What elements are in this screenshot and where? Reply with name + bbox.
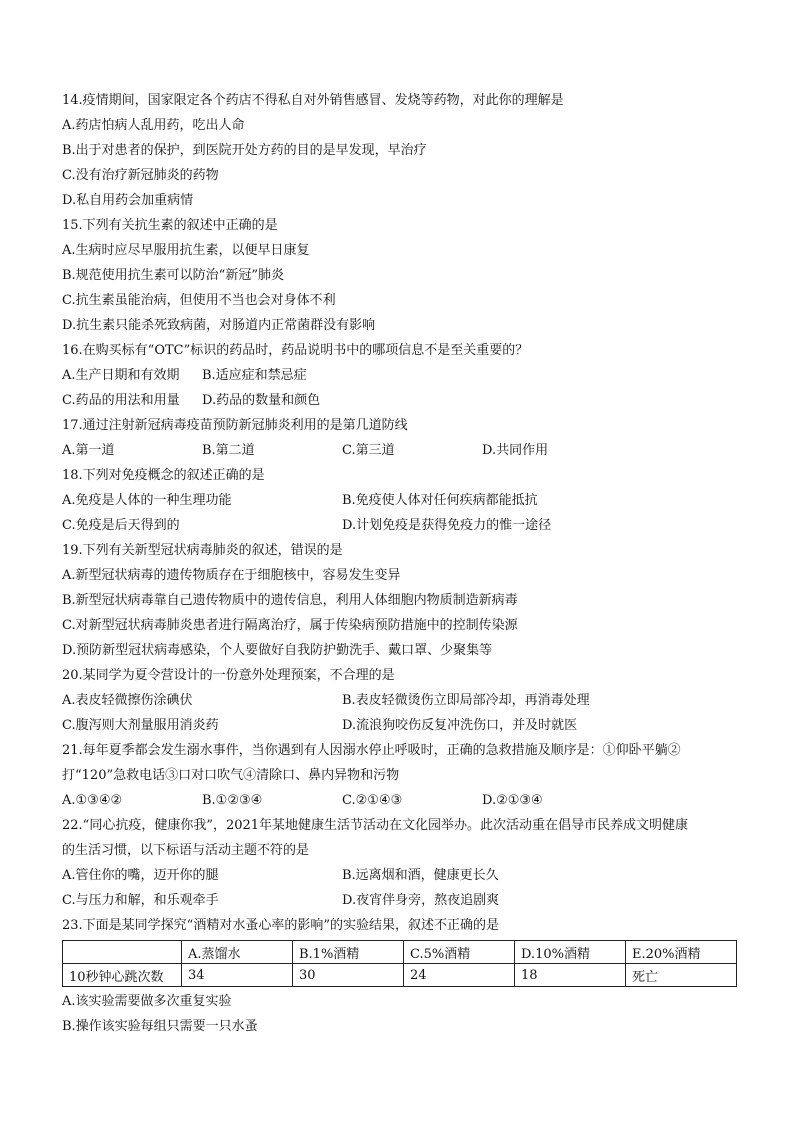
question-15-option-d: D.抗生素只能杀死致病菌，对肠道内正常菌群没有影响: [62, 318, 376, 333]
table-cell: 30: [293, 964, 404, 987]
question-16-stem: 16.在购买标有“OTC”标识的药品时，药品说明书中的哪项信息不是至关重要的？: [62, 343, 529, 358]
experiment-results-table: [62, 940, 737, 987]
question-21-option-c: C.②①④③: [342, 793, 403, 808]
question-22-stem-line2: 的生活习惯，以下标语与活动主题不符的是: [62, 843, 310, 858]
question-21-option-d: D.②①③④: [482, 793, 543, 808]
question-16-options-cd: [62, 388, 738, 413]
question-14-option-c: C.没有治疗新冠肺炎的药物: [62, 168, 219, 183]
question-20-option-d: D.流浪狗咬伤反复冲洗伤口，并及时就医: [342, 718, 578, 733]
question-22-option-b: B.远离烟和酒，健康更长久: [342, 868, 499, 883]
question-19-option-a: A.新型冠状病毒的遗传物质存在于细胞核中，容易发生变异: [62, 568, 401, 583]
question-15-option-b: B.规范使用抗生素可以防治“新冠”肺炎: [62, 268, 284, 283]
question-18-option-a: A.免疫是人体的一种生理功能: [62, 493, 232, 508]
question-16-option-a: A.生产日期和有效期: [62, 368, 180, 383]
table-row: [63, 964, 737, 987]
question-21-option-a: A.①③④②: [62, 793, 123, 808]
question-19-option-b: B.新型冠状病毒靠自己遗传物质中的遗传信息，利用人体细胞内物质制造新病毒: [62, 593, 518, 608]
question-22-options-ab: [62, 863, 738, 888]
table-header-cell: A.蒸馏水: [182, 941, 293, 964]
question-14-option-d: D.私自用药会加重病情: [62, 193, 194, 208]
question-20-option-c: C.腹泻则大剂量服用消炎药: [62, 718, 219, 733]
table-header-cell: [63, 941, 182, 964]
question-18-stem: 18.下列对免疫概念的叙述正确的是: [62, 468, 265, 483]
exam-page: [62, 88, 738, 1039]
question-14-option-a: A.药店怕病人乱用药，吃出人命: [62, 118, 245, 133]
question-14-option-b: B.出于对患者的保护，到医院开处方药的目的是早发现，早治疗: [62, 143, 427, 158]
question-19-option-d: D.预防新型冠状病毒感染，个人要做好自我防护勤洗手、戴口罩、少聚集等: [62, 643, 493, 658]
question-18-options-cd: [62, 513, 738, 538]
question-15-option-a: A.生病时应尽早服用抗生素，以便早日康复: [62, 243, 310, 258]
question-23-stem: 23.下面是某同学探究“酒精对水蚤心率的影响”的实验结果，叙述不正确的是: [62, 918, 499, 933]
table-header-cell: B.1%酒精: [293, 941, 404, 964]
question-22-option-c: C.与压力和解，和乐观牵手: [62, 893, 219, 908]
table-header-row: [63, 941, 737, 964]
question-17-option-c: C.第三道: [342, 443, 395, 458]
question-17-stem: 17.通过注射新冠病毒疫苗预防新冠肺炎利用的是第几道防线: [62, 418, 408, 433]
question-22-option-d: D.夜宵伴身旁，熬夜追剧爽: [342, 893, 500, 908]
question-18-options-ab: [62, 488, 738, 513]
table-row-label: 10秒钟心跳次数: [63, 964, 182, 987]
table-header-cell: C.5%酒精: [404, 941, 515, 964]
question-21-option-b: B.①②③④: [202, 793, 263, 808]
question-22-options-cd: [62, 888, 738, 913]
question-23-option-a: A.该实验需要做多次重复实验: [62, 994, 232, 1009]
question-17-option-a: A.第一道: [62, 443, 115, 458]
question-23-option-b: B.操作该实验每组只需要一只水蚤: [62, 1019, 258, 1034]
table-header-cell: E.20%酒精: [626, 941, 737, 964]
question-17-option-d: D.共同作用: [482, 443, 549, 458]
table-cell: 死亡: [626, 964, 737, 987]
question-17-options: [62, 438, 738, 463]
question-16-option-c: C.药品的用法和用量: [62, 393, 180, 408]
question-14-stem: 14.疫情期间，国家限定各个药店不得私自对外销售感冒、发烧等药物，对此你的理解是: [62, 93, 564, 108]
question-15-stem: 15.下列有关抗生素的叙述中正确的是: [62, 218, 278, 233]
question-22-option-a: A.管住你的嘴，迈开你的腿: [62, 868, 219, 883]
question-21-options: [62, 788, 738, 813]
question-22-stem-line1: 22.“同心抗疫，健康你我”，2021年某地健康生活节活动在文化园举办。此次活动重在倡导市民养成文明健康: [62, 818, 689, 833]
question-20-stem: 20.某同学为夏令营设计的一份意外处理预案，不合理的是: [62, 668, 395, 683]
question-18-option-c: C.免疫是后天得到的: [62, 518, 180, 533]
question-18-option-b: B.免疫使人体对任何疾病都能抵抗: [342, 493, 538, 508]
question-16-option-d: D.药品的数量和颜色: [202, 393, 321, 408]
question-18-option-d: D.计划免疫是获得免疫力的惟一途径: [342, 518, 552, 533]
question-20-options-ab: [62, 688, 738, 713]
table-header-cell: D.10%酒精: [515, 941, 626, 964]
question-17-option-b: B.第二道: [202, 443, 255, 458]
question-19-stem: 19.下列有关新型冠状病毒肺炎的叙述，错误的是: [62, 543, 343, 558]
question-16-option-b: B.适应症和禁忌症: [202, 368, 307, 383]
question-19-option-c: C.对新型冠状病毒肺炎患者进行隔离治疗，属于传染病预防措施中的控制传染源: [62, 618, 518, 633]
question-21-stem-line1: 21.每年夏季都会发生溺水事件，当你遇到有人因溺水停止呼吸时，正确的急救措施及顺序是：①仰卧平躺②: [62, 743, 681, 758]
question-20-option-a: A.表皮轻微擦伤涂碘伏: [62, 693, 193, 708]
question-16-options-ab: [62, 363, 738, 388]
question-15-option-c: C.抗生素虽能治病，但使用不当也会对身体不利: [62, 293, 336, 308]
table-cell: 24: [404, 964, 515, 987]
table-cell: 18: [515, 964, 626, 987]
question-21-stem-line2: 打“120”急救电话③口对口吹气④清除口、鼻内异物和污物: [62, 768, 400, 783]
table-cell: 34: [182, 964, 293, 987]
question-20-option-b: B.表皮轻微烫伤立即局部冷却，再消毒处理: [342, 693, 590, 708]
question-20-options-cd: [62, 713, 738, 738]
